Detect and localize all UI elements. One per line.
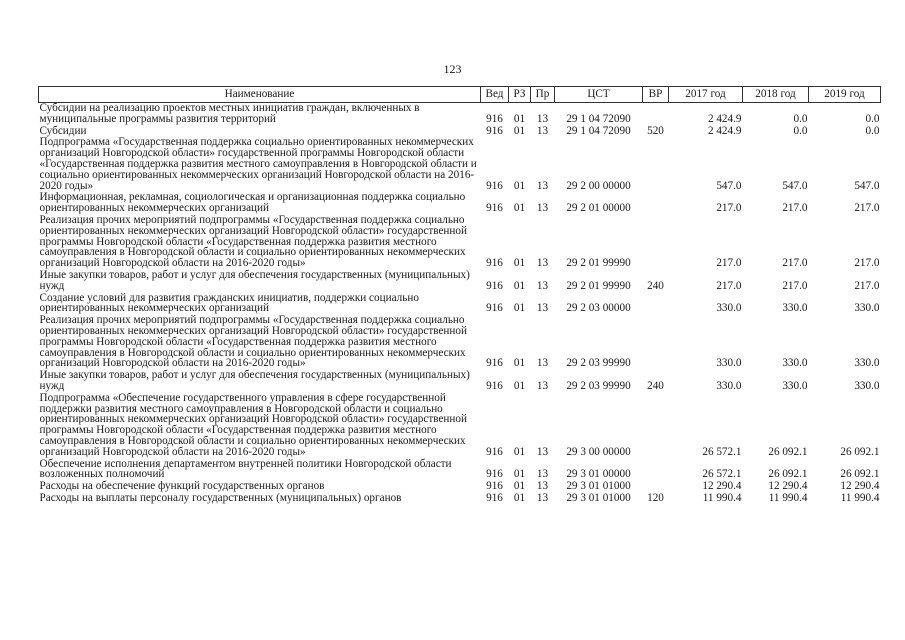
row-vr <box>643 393 669 459</box>
row-rz: 01 <box>513 202 526 215</box>
table-row <box>39 293 881 316</box>
row-ved: 916 <box>486 468 503 481</box>
header-2017: 2017 год <box>669 87 743 103</box>
header-cst: ЦСТ <box>555 87 643 103</box>
row-vr <box>643 293 669 316</box>
row-cst: 29 2 01 99990 <box>566 257 631 270</box>
header-2019: 2019 год <box>809 87 881 103</box>
row-rz: 01 <box>513 302 526 315</box>
row-2017: 2 424.9 <box>707 124 742 137</box>
row-cst: 29 1 04 72090 <box>566 124 631 137</box>
header-vr: ВР <box>643 87 669 103</box>
header-pr: Пр <box>531 87 555 103</box>
row-ved: 916 <box>486 357 503 370</box>
row-rz: 01 <box>513 468 526 481</box>
row-pr: 13 <box>536 357 549 370</box>
row-rz: 01 <box>513 491 526 504</box>
row-vr <box>643 103 669 126</box>
row-vr <box>643 315 669 370</box>
row-vr: 240 <box>647 379 664 392</box>
row-ved: 916 <box>486 480 503 493</box>
row-2018: 217.0 <box>782 202 808 215</box>
row-pr: 13 <box>536 480 549 493</box>
row-2019: 330.0 <box>854 302 880 315</box>
row-pr: 13 <box>536 491 549 504</box>
row-2017: 12 290.4 <box>702 480 742 493</box>
row-ved: 916 <box>486 302 503 315</box>
row-rz: 01 <box>513 124 526 137</box>
row-name: Расходы на выплаты персоналу государственных (муниципальных) органов <box>39 491 402 504</box>
row-cst: 29 1 04 72090 <box>566 112 631 125</box>
row-rz: 01 <box>513 179 526 192</box>
row-2019: 12 290.4 <box>840 480 880 493</box>
row-2018: 11 990.4 <box>768 491 808 504</box>
row-pr: 13 <box>536 445 549 458</box>
row-vr: 520 <box>647 124 664 137</box>
table-row <box>39 192 881 215</box>
row-cst: 29 3 00 00000 <box>566 445 631 458</box>
row-pr: 13 <box>536 302 549 315</box>
row-name: Информационная, рекламная, социологическая и организационная поддержка социально ориентированных некоммерческих организаций <box>39 191 466 215</box>
row-ved: 916 <box>486 445 503 458</box>
row-2018: 26 092.1 <box>768 468 808 481</box>
row-rz: 01 <box>513 480 526 493</box>
row-ved: 916 <box>486 112 503 125</box>
row-2018: 0.0 <box>793 112 808 125</box>
row-2019: 11 990.4 <box>840 491 880 504</box>
header-name: Наименование <box>39 87 481 103</box>
row-2018: 217.0 <box>782 257 808 270</box>
row-cst: 29 3 01 00000 <box>566 468 631 481</box>
row-cst: 29 2 01 00000 <box>566 202 631 215</box>
row-2018: 330.0 <box>782 379 808 392</box>
header-ved: Вед <box>481 87 509 103</box>
row-cst: 29 2 03 99990 <box>566 357 631 370</box>
table-row <box>39 370 881 393</box>
row-vr: 120 <box>647 491 664 504</box>
row-pr: 13 <box>536 179 549 192</box>
row-name: Расходы на обеспечение функций государственных органов <box>39 480 325 493</box>
row-2019: 0.0 <box>865 112 880 125</box>
row-ved: 916 <box>486 491 503 504</box>
row-2017: 330.0 <box>716 379 742 392</box>
row-name: Обеспечение исполнения департаментом внутренней политики Новгородской области возложенных полномочий <box>39 457 452 481</box>
header-2018: 2018 год <box>743 87 809 103</box>
row-2017: 547.0 <box>716 179 742 192</box>
row-2019: 330.0 <box>854 357 880 370</box>
row-pr: 13 <box>536 124 549 137</box>
row-vr <box>643 215 669 270</box>
row-2018: 26 092.1 <box>768 445 808 458</box>
row-pr: 13 <box>536 279 549 292</box>
row-ved: 916 <box>486 279 503 292</box>
header-rz: РЗ <box>509 87 531 103</box>
row-2018: 217.0 <box>782 279 808 292</box>
row-2017: 26 572.1 <box>702 468 742 481</box>
table-row <box>39 270 881 293</box>
row-cst: 29 2 01 99990 <box>566 279 631 292</box>
row-name: Подпрограмма «Государственная поддержка социально ориентированных некоммерческих организаций Новгородской области» государственной программы Новгородской области «Государственная поддержка развития местного самоуправления в Новгородской области и социально ориентированных некоммерческих организаций Новгородской области на 2016-2020 годы» <box>39 136 477 192</box>
row-2018: 330.0 <box>782 357 808 370</box>
row-2018: 0.0 <box>793 124 808 137</box>
row-2019: 26 092.1 <box>840 445 880 458</box>
page-number: 123 <box>443 62 462 76</box>
table-row <box>39 315 881 370</box>
row-ved: 916 <box>486 179 503 192</box>
row-vr <box>643 459 669 482</box>
table-body <box>39 103 881 505</box>
row-name: Создание условий для развития гражданских инициатив, поддержки социально ориентированных некоммерческих организаций <box>39 291 419 315</box>
row-2018: 330.0 <box>782 302 808 315</box>
row-2017: 217.0 <box>716 279 742 292</box>
row-rz: 01 <box>513 112 526 125</box>
row-rz: 01 <box>513 357 526 370</box>
row-name: Иные закупки товаров, работ и услуг для обеспечения государственных (муниципальных) нужд <box>39 369 470 392</box>
row-cst: 29 3 01 01000 <box>566 491 631 504</box>
row-cst: 29 2 03 00000 <box>566 302 631 315</box>
row-name: Субсидии на реализацию проектов местных инициатив граждан, включенных в муниципальные программы развития территорий <box>39 102 420 125</box>
row-vr <box>643 192 669 215</box>
row-ved: 916 <box>486 257 503 270</box>
row-pr: 13 <box>536 112 549 125</box>
row-2019: 217.0 <box>854 279 880 292</box>
row-cst: 29 2 03 99990 <box>566 379 631 392</box>
row-cst: 29 3 01 01000 <box>566 480 631 493</box>
table-row <box>39 103 881 126</box>
table-row <box>39 137 881 192</box>
table-row <box>39 393 881 459</box>
table-row <box>39 215 881 270</box>
row-2017: 11 990.4 <box>702 491 742 504</box>
row-name: Подпрограмма «Обеспечение государственного управления в сфере государственной поддержки развития местного самоуправления в Новгородской области и социально ориентированных некоммерческих организаций Новгородской области» государственной программы Новгородской области «Государственная поддержка развития местного самоуправления в Новгородской области и социально ориентированных некоммерческих организаций Новгородской области на 2016-2020 годы» <box>39 391 467 458</box>
row-cst: 29 2 00 00000 <box>566 179 631 192</box>
row-2019: 0.0 <box>865 124 880 137</box>
row-2019: 217.0 <box>854 202 880 215</box>
row-rz: 01 <box>513 279 526 292</box>
row-name: Субсидии <box>39 124 87 137</box>
row-rz: 01 <box>513 445 526 458</box>
table-row <box>39 493 881 505</box>
row-name: Реализация прочих мероприятий подпрограммы «Государственная поддержка социально ориентированных некоммерческих организаций Новгородской области» государственной программы Новгородской области «Государственная поддержка развития местного самоуправления в Новгородской области и социально ориентированных некоммерческих организаций Новгородской области на 2016-2020 годы» <box>39 314 467 370</box>
row-pr: 13 <box>536 257 549 270</box>
row-vr: 240 <box>647 279 664 292</box>
row-ved: 916 <box>486 202 503 215</box>
row-name: Реализация прочих мероприятий подпрограммы «Государственная поддержка социально ориентированных некоммерческих организаций Новгородской области» государственной программы Новгородской области «Государственная поддержка развития местного самоуправления в Новгородской области и социально ориентированных некоммерческих организаций Новгородской области на 2016-2020 годы» <box>39 213 467 270</box>
table-row <box>39 459 881 482</box>
row-2018: 547.0 <box>782 179 808 192</box>
table-header-row <box>39 87 881 103</box>
row-2019: 217.0 <box>854 257 880 270</box>
row-rz: 01 <box>513 379 526 392</box>
row-2018: 12 290.4 <box>768 480 808 493</box>
row-2019: 26 092.1 <box>840 468 880 481</box>
budget-table <box>38 86 881 505</box>
row-name: Иные закупки товаров, работ и услуг для обеспечения государственных (муниципальных) нужд <box>39 268 470 292</box>
row-2017: 217.0 <box>716 257 742 270</box>
row-ved: 916 <box>486 379 503 392</box>
row-pr: 13 <box>536 468 549 481</box>
row-2017: 2 424.9 <box>707 112 742 125</box>
row-vr <box>643 137 669 192</box>
row-2017: 217.0 <box>716 202 742 215</box>
row-2017: 330.0 <box>716 357 742 370</box>
row-ved: 916 <box>486 124 503 137</box>
row-2019: 547.0 <box>854 179 880 192</box>
row-2019: 330.0 <box>854 379 880 392</box>
row-2017: 26 572.1 <box>702 445 742 458</box>
row-pr: 13 <box>536 202 549 215</box>
row-2017: 330.0 <box>716 302 742 315</box>
row-pr: 13 <box>536 379 549 392</box>
row-rz: 01 <box>513 257 526 270</box>
